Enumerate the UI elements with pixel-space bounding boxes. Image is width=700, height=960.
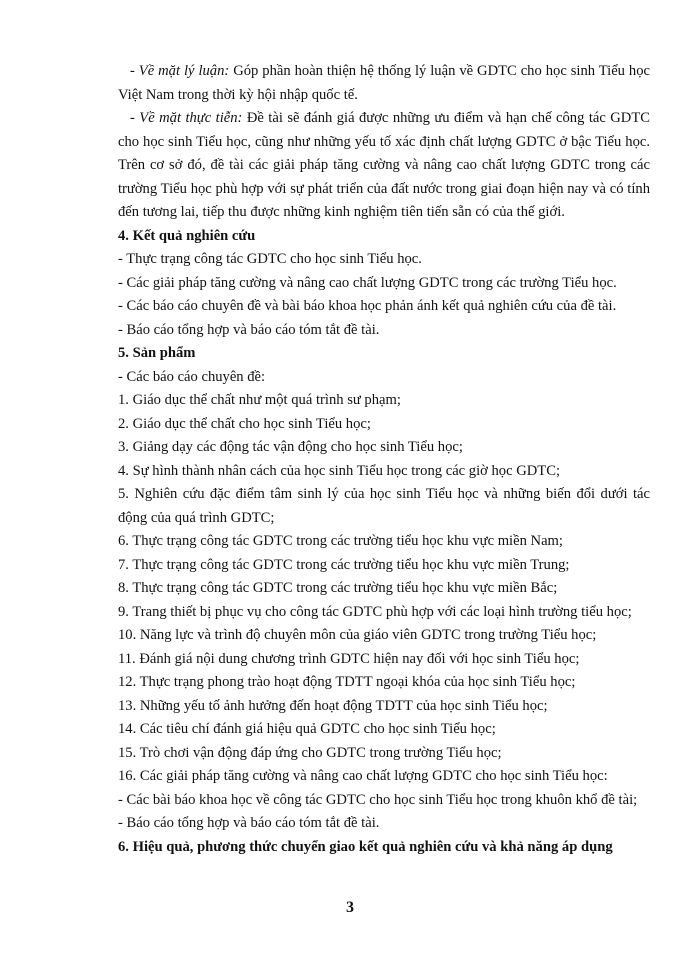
products-item: 8. Thực trạng công tác GDTC trong các trường tiểu học khu vực miền Bắc; — [118, 580, 558, 596]
products-item: 14. Các tiêu chí đánh giá hiệu quả GDTC cho học sinh Tiểu học; — [118, 721, 496, 737]
products-item: 4. Sự hình thành nhân cách của học sinh Tiểu học trong các giờ học GDTC; — [118, 462, 561, 479]
products-articles: - Các bài báo khoa học về công tác GDTC cho học sinh Tiểu học trong khuôn khổ đề tài; — [118, 791, 638, 808]
products-item: 11. Đánh giá nội dung chương trình GDTC hiện nay đối với học sinh Tiểu học; — [118, 650, 580, 667]
products-item: 16. Các giải pháp tăng cường và nâng cao chất lượng GDTC cho học sinh Tiểu học: — [118, 768, 608, 784]
products-item: 6. Thực trạng công tác GDTC trong các trường tiểu học khu vực miền Nam; — [118, 533, 563, 549]
practice-paragraph — [118, 107, 650, 225]
results-item: - Các giải pháp tăng cường và nâng cao chất lượng GDTC trong các trường Tiểu học. — [118, 274, 617, 291]
practice-label: - Về mặt thực tiễn: — [130, 110, 243, 126]
theory-paragraph — [118, 60, 650, 107]
theory-text: Góp phần hoàn thiện hệ thống lý luận về GDTC cho học sinh Tiểu học Việt Nam trong thời kỳ hội nhập quốc tế. — [118, 63, 650, 103]
products-item: 9. Trang thiết bị phục vụ cho công tác GDTC phù hợp với các loại hình trường tiểu học; — [118, 603, 632, 620]
results-item: - Báo cáo tổng hợp và báo cáo tóm tắt đề tài. — [118, 321, 380, 338]
products-item: 7. Thực trạng công tác GDTC trong các trường tiểu học khu vực miền Trung; — [118, 556, 570, 573]
page-number: 3 — [346, 899, 354, 916]
effectiveness-heading: 6. Hiệu quả, phương thức chuyển giao kết quả nghiên cứu và khả năng áp dụng — [118, 838, 613, 855]
products-item: 5. Nghiên cứu đặc điểm tâm sinh lý của học sinh Tiểu học và những biến đổi dưới tác động của quá trình GDTC; — [118, 486, 650, 526]
document-body — [118, 60, 650, 859]
results-heading: 4. Kết quả nghiên cứu — [118, 227, 256, 244]
products-item: 12. Thực trạng phong trào hoạt động TDTT ngoại khóa của học sinh Tiểu học; — [118, 674, 576, 690]
products-item: 1. Giáo dục thể chất như một quá trình sư phạm; — [118, 392, 401, 408]
products-item: 2. Giáo dục thể chất cho học sinh Tiểu học; — [118, 415, 371, 432]
practice-text: Đề tài sẽ đánh giá được những ưu điểm và hạn chế công tác GDTC cho học sinh Tiểu học, cũng như những yếu tố xác định chất lượng GDTC ở bậc Tiểu học. Trên cơ sở đó, đề tài các giải pháp tăng cường và nâng cao chất lượng GDTC trong các trường Tiểu học phù hợp với sự phát triển của đất nước trong giai đoạn hiện nay và có tính đến tương lai, tiếp thu được những kinh nghiệm tiên tiến sẵn có của thế giới. — [118, 110, 650, 220]
products-item: 13. Những yếu tố ảnh hưởng đến hoạt động TDTT của học sinh Tiểu học; — [118, 697, 548, 714]
results-item: - Thực trạng công tác GDTC cho học sinh Tiểu học. — [118, 251, 422, 267]
products-item: 15. Trò chơi vận động đáp ứng cho GDTC trong trường Tiểu học; — [118, 744, 502, 761]
products-heading: 5. Sản phẩm — [118, 345, 196, 361]
products-item: 3. Giảng dạy các động tác vận động cho học sinh Tiểu học; — [118, 439, 463, 455]
results-item: - Các báo cáo chuyên đề và bài báo khoa học phản ánh kết quả nghiên cứu của đề tài. — [118, 298, 617, 314]
products-item: 10. Năng lực và trình độ chuyên môn của giáo viên GDTC trong trường Tiểu học; — [118, 627, 597, 643]
products-report: - Báo cáo tổng hợp và báo cáo tóm tắt đề tài. — [118, 815, 380, 831]
products-intro: - Các báo cáo chuyên đề: — [118, 368, 266, 385]
theory-label: - Về mặt lý luận: — [130, 63, 230, 79]
